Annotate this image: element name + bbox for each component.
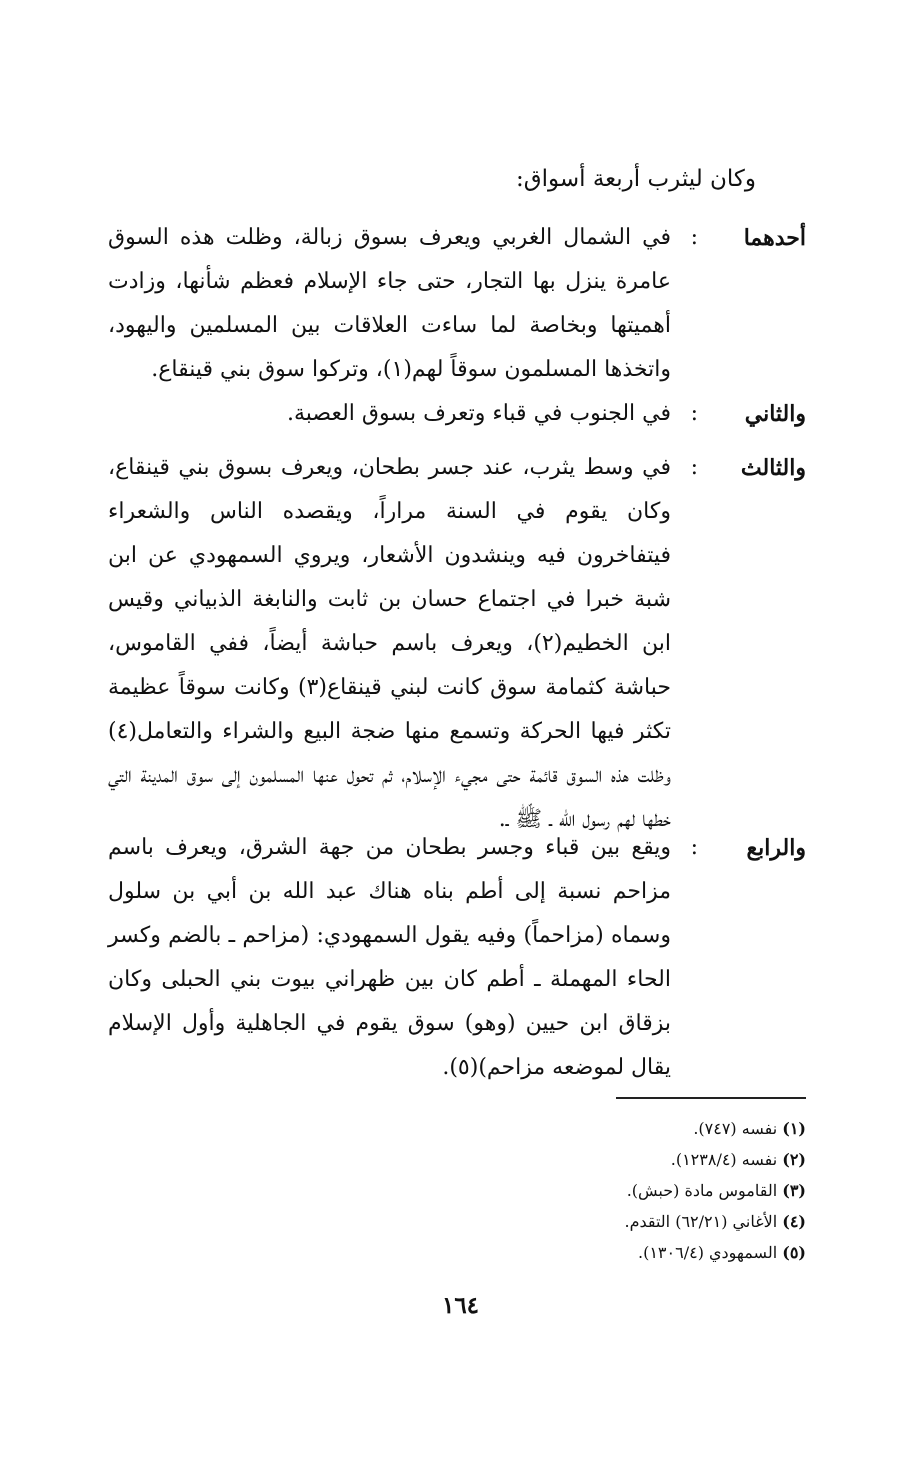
footnote-text: نفسه (٧٤٧). <box>693 1119 778 1138</box>
entry-colon: : <box>690 455 698 480</box>
entry-first-market <box>106 216 806 392</box>
entry-fourth-market <box>106 826 806 1090</box>
entry-term: أحدهما <box>743 225 806 251</box>
entry-term: والثالث <box>740 455 806 481</box>
footnote-text: السمهودي (١٣٠٦/٤). <box>638 1243 778 1262</box>
entry-third-market <box>106 446 806 842</box>
footnote-2 <box>624 1144 806 1175</box>
entry-term: والثاني <box>744 401 806 427</box>
footnote-divider <box>616 1097 806 1099</box>
footnote-number: (١) <box>782 1119 806 1138</box>
footnote-text: نفسه (١٢٣٨/٤). <box>670 1150 778 1169</box>
footnote-4 <box>624 1206 806 1237</box>
entry-colon: : <box>690 835 698 860</box>
page-number: ١٦٤ <box>441 1292 480 1319</box>
entry-text: في وسط يثرب، عند جسر بطحان، ويعرف بسوق بني قينقاع، وكان يقوم في السنة مراراً، ويقصده الناس والشعراء فيتفاخرون فيه وينشدون الأشعار، ويروي السمهودي عن ابن شبة خبرا في اجتماع حسان بن ثابت والنابغة الذبياني وقيس ابن الخطيم(٢)، ويعرف باسم حباشة أيضاً، ففي القاموس، حباشة كثمامة سوق كانت لبني قينقاع(٣) وكانت سوقاً عظيمة تكثر فيها الحركة وتسمع منها ضجة البيع والشراء والتعامل(٤) وظلت هذه السوق قائمة حتى مجيء الإسلام، ثم تحول عنها المسلمون إلى سوق المدينة التي خطها لهم رسول الله ـ ﷺ ـ. <box>108 455 671 832</box>
entry-term: والرابع <box>746 835 806 861</box>
entry-text: ويقع بين قباء وجسر بطحان من جهة الشرق، ويعرف باسم مزاحم نسبة إلى أطم بناه هناك عبد الله بن أبي بن سلول وسماه (مزاحماً) وفيه يقول السمهودي: (مزاحم ـ بالضم وكسر الحاء المهملة ـ أطم كان بين ظهراني بيوت بني الحبلى وكان بزقاق ابن حيين (وهو) سوق يقوم في الجاهلية وأول الإسلام يقال لموضعه مزاحم)(٥). <box>108 835 671 1080</box>
footnote-number: (٤) <box>782 1212 806 1231</box>
footnote-number: (٢) <box>782 1150 806 1169</box>
footnote-text: الأغاني (٦٢/٢١) التقدم. <box>624 1212 778 1231</box>
footnote-3 <box>624 1175 806 1206</box>
footnote-5 <box>624 1237 806 1268</box>
entry-colon: : <box>690 401 698 426</box>
intro-line: وكان ليثرب أربعة أسواق: <box>516 166 756 192</box>
footnote-number: (٥) <box>782 1243 806 1262</box>
footnote-1 <box>624 1113 806 1144</box>
entry-colon: : <box>690 225 698 250</box>
entry-text: في الجنوب في قباء وتعرف بسوق العصبة. <box>286 401 671 426</box>
entry-text: في الشمال الغربي ويعرف بسوق زبالة، وظلت هذه السوق عامرة ينزل بها التجار، حتى جاء الإسلام فعظم شأنها، وزادت أهميتها وبخاصة لما ساءت العلاقات بين المسلمين واليهود، واتخذها المسلمون سوقاً لهم(١)، وتركوا سوق بني قينقاع. <box>108 225 671 382</box>
footnotes <box>624 1113 806 1268</box>
footnote-number: (٣) <box>782 1181 806 1200</box>
footnote-text: القاموس مادة (حبش). <box>626 1181 778 1200</box>
entry-second-market <box>106 392 806 436</box>
